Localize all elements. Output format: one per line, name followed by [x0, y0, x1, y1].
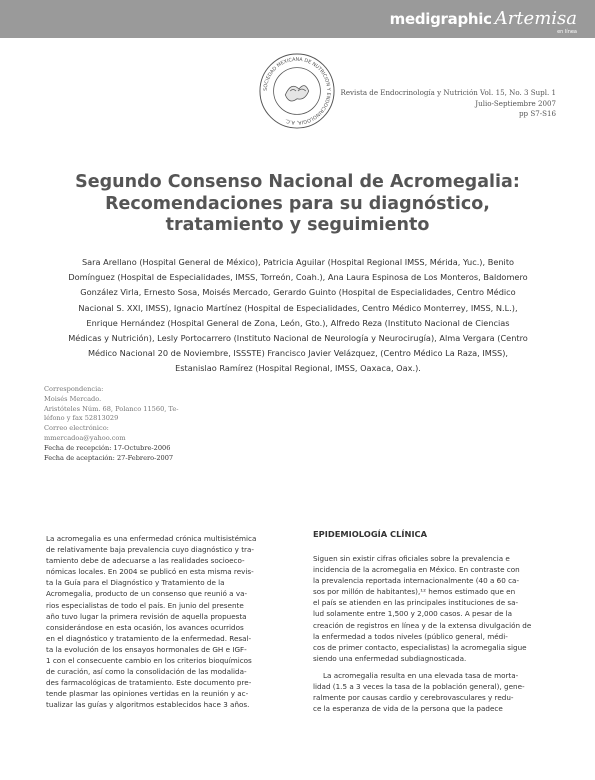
received-date: Fecha de recepción: 17-Octubre-2006: [44, 443, 171, 452]
body-line: creación de registros en línea y de la extensa divulgación de: [313, 620, 532, 630]
author-line: Médicas y Nutrición), Lesly Portocarrero (Instituto Nacional de Neurología y Neurocirugía), Alma Vergara (Centro: [68, 333, 528, 344]
body-line: La acromegalia resulta en una elevada tasa de morta-: [323, 670, 519, 680]
author-line: González Virla, Ernesto Sosa, Moisés Mercado, Gerardo Guinto (Hospital de Especialidades, Centro Médico: [80, 287, 516, 298]
correspondence-line: Moisés Mercado.: [44, 394, 102, 403]
correspondence-label: Correspondencia:: [44, 385, 104, 393]
body-line: La acromegalia es una enfermedad crónica multisistémica: [46, 534, 257, 543]
body-line: lud solamente entre 1,500 y 2,000 casos. A pesar de la: [313, 609, 513, 619]
body-line: rios especialistas de todo el país. En junio del presente: [46, 600, 244, 610]
journal-line: Revista de Endocrinología y Nutrición Vol. 15, No. 3 Supl. 1: [340, 88, 556, 97]
title-line: Recomendaciones para su diagnóstico,: [105, 193, 490, 214]
body-line: de relativamente baja prevalencia cuyo diagnóstico y tra-: [46, 545, 254, 555]
journal-pages: pp S7-S16: [519, 109, 556, 118]
body-line: cos de primer contacto, especialistas) la acromegalia sigue: [313, 642, 527, 652]
correspondence-line: léfono y fax 52813029: [44, 414, 119, 423]
body-line: des farmacológicas de tratamiento. Este documento pre-: [46, 678, 252, 688]
header-bar: [0, 0, 595, 38]
author-line: Domínguez (Hospital de Especialidades, IMSS, Torreón, Coah.), Ana Laura Espinosa de Los Monteros, Baldomero: [68, 272, 528, 283]
body-line: ce la esperanza de vida de la persona que la padece: [313, 704, 503, 714]
body-line: ta la evolución de los ensayos hormonales de GH e IGF-: [46, 644, 247, 654]
body-line: la prevalencia reportada internacionalmente (40 a 60 ca-: [313, 576, 520, 586]
journal-date: Julio-Septiembre 2007: [475, 98, 556, 108]
body-line: lidad (1.5 a 3 veces la tasa de la población general), gene-: [313, 682, 525, 692]
society-seal-logo: [258, 52, 336, 130]
author-line: Estanislao Ramírez (Hospital Regional, IMSS, Oaxaca, Oax.).: [175, 363, 421, 374]
brand-subtitle: en línea: [557, 29, 577, 35]
author-line: Médico Nacional 20 de Noviembre, ISSSTE) Francisco Javier Velázquez, (Centro Médico La Raza, IMSS),: [87, 348, 509, 359]
section-heading: EPIDEMIOLOGÍA CLÍNICA: [313, 529, 428, 539]
body-line: año tuvo lugar la primera revisión de aquella propuesta: [46, 611, 247, 621]
body-line: ta la Guía para el Diagnóstico y Tratamiento de la: [46, 578, 225, 588]
title-line: tratamiento y seguimiento: [165, 215, 430, 235]
correspondence-block: [44, 385, 178, 463]
body-line: considerándose en esta ocasión, los avances ocurridos: [46, 622, 244, 632]
author-line: Nacional S. XXI, IMSS), Ignacio Martínez (Hospital de Especialidades, Centro Médico Monterrey, IMSS, N.L.),: [78, 302, 518, 313]
author-list: [38, 255, 558, 377]
seal-ring-text: SOCIEDAD MEXICANA DE NUTRICION Y ENDOCRINOLOGIA, A.C.: [262, 56, 332, 126]
article-title: [40, 172, 555, 237]
body-line: de curación, así como la consolidación de las modalida-: [46, 667, 247, 677]
body-line: el país se atienden en las principales instituciones de sa-: [313, 598, 519, 608]
correspondence-email[interactable]: mmercadoa@yahoo.com: [44, 433, 126, 442]
body-line: Siguen sin existir cifras oficiales sobre la prevalencia e: [313, 554, 510, 563]
author-line: Sara Arellano (Hospital General de México), Patricia Aguilar (Hospital Regional IMSS, Mérida, Yuc.), Benito: [81, 257, 515, 267]
abstract-column: [46, 533, 286, 711]
body-line: tamiento debe de adecuarse a las realidades socioeco-: [46, 556, 245, 566]
correspondence-line: Aristóteles Núm. 68, Polanco 11560, Te-: [44, 404, 179, 413]
body-line: Acromegalia, producto de un consenso que reunió a va-: [46, 589, 248, 599]
body-line: la enfermedad a todos niveles (público general, médi-: [313, 631, 508, 641]
title-line: Segundo Consenso Nacional de Acromegalia:: [75, 172, 520, 192]
body-line: en el diagnóstico y tratamiento de la enfermedad. Resal-: [46, 633, 252, 643]
body-line: nómicas locales. En 2004 se publicó en esta misma revis-: [46, 567, 254, 577]
body-line: incidencia de la acromegalia en México. En contraste con: [313, 565, 520, 575]
author-line: Enrique Hernández (Hospital General de Zona, León, Gto.), Alfredo Reza (Instituto Nacional de Ciencias: [86, 317, 510, 328]
epidemiology-column: [313, 553, 553, 714]
body-line: 1 con el consecuente cambio en los criterios bioquímicos: [46, 656, 252, 666]
brand-name: medigraphic: [389, 10, 492, 28]
medigraphic-logo[interactable]: [389, 8, 577, 35]
correspondence-line: Correo electrónico:: [44, 424, 109, 433]
body-line: siendo una enfermedad subdiagnosticada.: [313, 653, 467, 663]
accepted-date: Fecha de aceptación: 27-Febrero-2007: [44, 453, 174, 462]
body-line: tende plasmar las opiniones vertidas en la reunión y ac-: [46, 689, 249, 699]
journal-reference: [341, 88, 556, 120]
body-line: sos por millón de habitantes),¹² hemos estimado que en: [313, 587, 516, 597]
body-line: ralmente por causas cardio y cerebrovasculares y redu-: [313, 693, 514, 703]
body-line: tualizar las guías y algoritmos establecidos hace 3 años.: [46, 700, 250, 710]
brand-script: Artemisa: [494, 8, 577, 29]
